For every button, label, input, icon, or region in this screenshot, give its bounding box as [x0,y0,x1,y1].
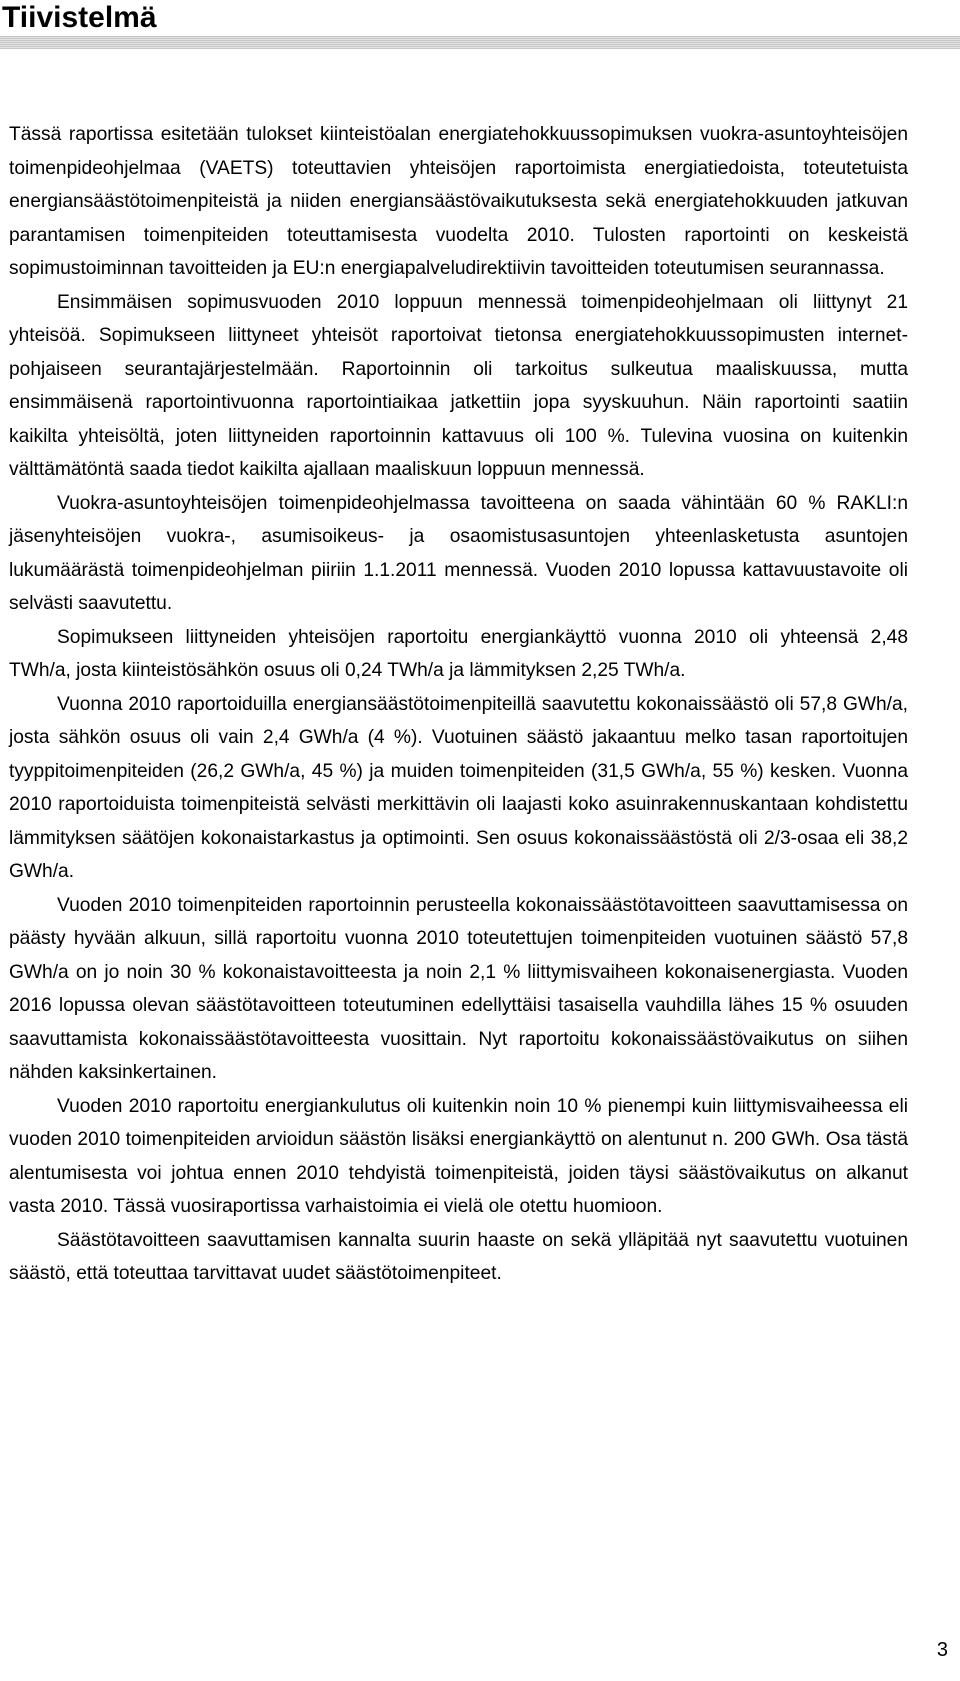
paragraph-6: Vuoden 2010 toimenpiteiden raportoinnin perusteella kokonaissäästötavoitteen saavuttamisessa on päästy hyvään alkuun, sillä raportoitu vuonna 2010 toteutettujen toimenpiteiden vuotuinen säästö 57,8 GWh/a on jo noin 30 % kokonaistavoitteesta ja noin 2,1 % liittymisvaiheen kokonaisenergiasta. Vuoden 2016 lopussa olevan säästötavoitteen toteutuminen edellyttäisi tasaisella vauhdilla lähes 15 % osuuden saavuttamista kokonaissäästötavoitteesta vuosittain. Nyt raportoitu kokonaissäästövaikutus on siihen nähden kaksinkertainen. [9,894,908,1083]
page-title: Tiivistelmä [2,1,157,34]
paragraph-1: Tässä raportissa esitetään tulokset kiinteistöalan energiatehokkuussopimuksen vuokra-asuntoyhteisöjen toimenpideohjelmaa (VAETS) toteuttavien yhteisöjen raportoimista energiatiedoista, toteutetuista energiansäästötoimenpiteistä ja niiden energiansäästövaikutuksesta sekä energiatehokkuuden jatkuvan parantamisen toimenpiteiden toteuttamisesta vuodelta 2010. Tulosten raportointi on keskeistä sopimustoiminnan tavoitteiden ja EU:n energiapalveludirektiivin tavoitteiden toteutumisen seurannassa. [9,124,908,279]
paragraph-4: Sopimukseen liittyneiden yhteisöjen raportoitu energiankäyttö vuonna 2010 oli yhteensä 2,48 TWh/a, josta kiinteistösähkön osuus oli 0,24 TWh/a ja lämmityksen 2,25 TWh/a. [9,626,908,681]
paragraph-8: Säästötavoitteen saavuttamisen kannalta suurin haaste on sekä ylläpitää nyt saavutettu vuotuinen säästö, että toteuttaa tarvittavat uudet säästötoimenpiteet. [9,1229,908,1284]
paragraph-7: Vuoden 2010 raportoitu energiankulutus oli kuitenkin noin 10 % pienempi kuin liittymisvaiheessa eli vuoden 2010 toimenpiteiden arvioidun säästön lisäksi energiankäyttö on alentunut n. 200 GWh. Osa tästä alentumisesta voi johtua ennen 2010 tehdyistä toimenpiteistä, joiden täysi säästövaikutus on alkanut vasta 2010. Tässä vuosiraportissa varhaistoimia ei vielä ole otettu huomioon. [9,1095,908,1217]
paragraph-2: Ensimmäisen sopimusvuoden 2010 loppuun mennessä toimenpideohjelmaan oli liittynyt 21 yhteisöä. Sopimukseen liittyneet yhteisöt raportoivat tietonsa energiatehokkuussopimusten internet-pohjaiseen seurantajärjestelmään. Raportoinnin oli tarkoitus sulkeutua maaliskuussa, mutta ensimmäisenä raportointivuonna raportointiaikaa jatkettiin jopa syyskuuhun. Näin raportointi saatiin kaikilta yhteisöltä, joten liittyneiden raportoinnin kattavuus oli 100 %. Tulevina vuosina on kuitenkin välttämätöntä saada tiedot kaikilta ajallaan maaliskuun loppuun mennessä. [9,291,908,480]
paragraph-3: Vuokra-asuntoyhteisöjen toimenpideohjelmassa tavoitteena on saada vähintään 60 % RAKLI:n jäsenyhteisöjen vuokra-, asumisoikeus- ja osaomistusasuntojen yhteenlasketusta asuntojen lukumäärästä toimenpideohjelman piiriin 1.1.2011 mennessä. Vuoden 2010 lopussa kattavuustavoite oli selvästi saavutettu. [9,492,908,614]
paragraph-5: Vuonna 2010 raportoiduilla energiansäästötoimenpiteillä saavutettu kokonaissäästö oli 57,8 GWh/a, josta sähkön osuus oli vain 2,4 GWh/a (4 %). Vuotuinen säästö jakaantuu melko tasan raportoitujen tyyppitoimenpiteiden (26,2 GWh/a, 45 %) ja muiden toimenpiteiden (31,5 GWh/a, 55 %) kesken. Vuonna 2010 raportoiduista toimenpiteistä selvästi merkittävin oli laajasti koko asuinrakennuskantaan kohdistettu lämmityksen säätöjen kokonaistarkastus ja optimointi. Sen osuus kokonaissäästöstä oli 2/3-osaa eli 38,2 GWh/a. [9,693,908,882]
summary-body [9,118,908,1291]
page-number: 3 [936,1639,948,1661]
title-rule [0,36,960,49]
